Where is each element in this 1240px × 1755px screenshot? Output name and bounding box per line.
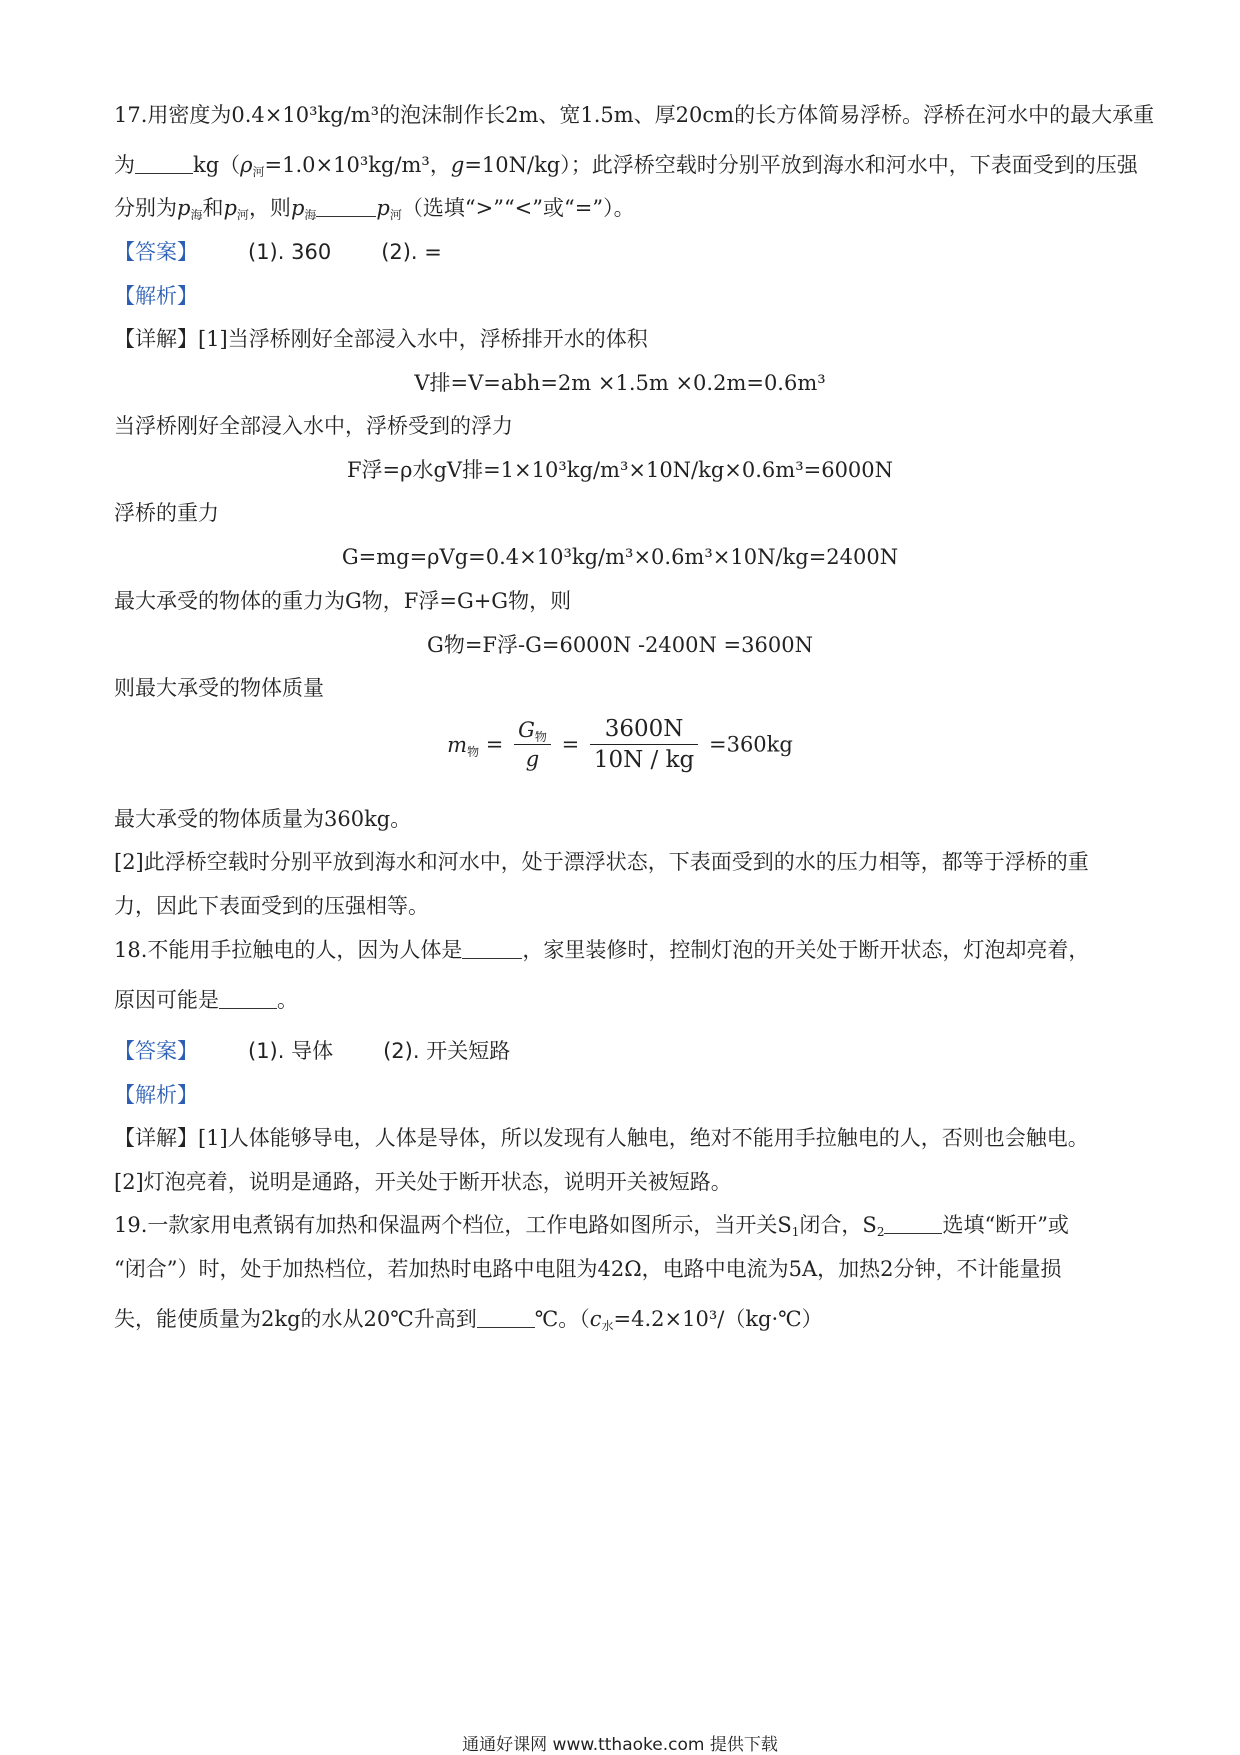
answer-blank (884, 1211, 942, 1234)
fraction-denominator: 10N / kg (593, 747, 695, 773)
subscript: 海 (304, 208, 317, 222)
answer-blank (477, 1305, 535, 1328)
q17-text: kg（ (193, 153, 241, 177)
subscript: 海 (190, 208, 203, 222)
q19-text: 闭合，S (799, 1213, 877, 1237)
q18-line-2 (114, 985, 1130, 1015)
q19-text: ℃。（ (534, 1307, 590, 1331)
q17-text-3 (114, 498, 1130, 528)
c-symbol: c (589, 1307, 602, 1331)
q17-text-7b (114, 891, 1130, 921)
q18-line-1 (114, 935, 1130, 965)
analysis-tag: 【解析】 (114, 284, 198, 308)
fraction-denominator (514, 745, 551, 771)
q19-text: =4.2×10³/（kg·℃） (613, 1307, 823, 1331)
g-symbol: g (450, 153, 465, 177)
q17-text-2 (114, 411, 1130, 441)
m-symbol: m (447, 732, 468, 757)
equation: V排=V=abh=2m ×1.5m ×0.2m=0.6m³ (414, 371, 826, 395)
p-symbol: p (177, 196, 191, 220)
q19-text: 失，能使质量为2kg的水从20℃升高到 (114, 1307, 477, 1331)
fraction-values (590, 716, 698, 773)
subscript: 河 (389, 208, 402, 222)
g-symbol: g (525, 747, 540, 771)
subscript: 河 (236, 208, 249, 222)
rho-symbol: ρ (240, 153, 253, 177)
q17-eq-5 (0, 716, 1240, 773)
q17-text: 为 (114, 153, 135, 177)
subscript: 物 (534, 730, 547, 744)
q17-answer (114, 237, 1130, 267)
p-symbol: p (290, 196, 305, 220)
answer-blank (219, 986, 277, 1009)
q19-line-1 (114, 1210, 1130, 1240)
detail-text: [2]灯泡亮着，说明是通路，开关处于断开状态，说明开关被短路。 (114, 1170, 732, 1194)
G-symbol: G (518, 718, 535, 742)
equals-sign: = (485, 732, 504, 757)
q17-text: 17.用密度为0.4×10³kg/m³的泡沫制作长2m、宽1.5m、厚20cm的长方体简易浮桥。浮桥在河水中的最大承重 (114, 103, 1155, 127)
q17-eq-3 (0, 542, 1240, 572)
p-symbol: p (223, 196, 237, 220)
q17-eq-1 (0, 368, 1240, 398)
answer-item: (2). = (381, 240, 442, 264)
q19-text: 19.一款家用电煮锅有加热和保温两个档位，工作电路如图所示，当开关S (114, 1213, 792, 1237)
answer-tag: 【答案】 (114, 1039, 198, 1063)
detail-text: 当浮桥刚好全部浸入水中，浮桥受到的浮力 (114, 414, 513, 438)
q17-text-4 (114, 586, 1130, 616)
subscript: 河 (252, 165, 265, 179)
q17-text: =10N/kg）；此浮桥空载时分别平放到海水和河水中，下表面受到的压强 (464, 153, 1138, 177)
q17-detail-1 (114, 324, 1130, 354)
detail-tag: 【详解】 (114, 1126, 198, 1150)
detail-text: 最大承受的物体的重力为G物，F浮=G+G物，则 (114, 589, 572, 613)
q17-text: ，则 (248, 196, 291, 220)
q17-analysis (114, 281, 1130, 311)
answer-blank (316, 194, 376, 217)
fraction-g-over-g (514, 718, 551, 771)
detail-text: [1]人体能够导电，人体是导体，所以发现有人触电，绝对不能用手拉触电的人，否则也会触电。 (198, 1126, 1089, 1150)
answer-item: (1). 360 (248, 240, 332, 264)
subscript: 水 (601, 1319, 614, 1333)
q18-text: 原因可能是 (114, 988, 219, 1012)
q18-analysis (114, 1080, 1130, 1110)
q17-line-3 (114, 193, 1130, 223)
q17-text: 和 (202, 196, 224, 220)
q18-detail-1 (114, 1123, 1130, 1153)
q18-text: ，家里装修时，控制灯泡的开关处于断开状态，灯泡却亮着， (522, 938, 1090, 962)
q17-text-6 (114, 804, 1130, 834)
q17-line-2 (114, 150, 1138, 180)
q19-text: “闭合”）时，处于加热档位，若加热时电路中电阻为42Ω，电路中电流为5A，加热2分钟，不计能量损 (114, 1257, 1062, 1281)
q17-text: 分别为 (114, 196, 177, 220)
q19-text: 选填“断开”或 (942, 1213, 1069, 1237)
detail-text: 浮桥的重力 (114, 501, 219, 525)
detail-text: [1]当浮桥刚好全部浸入水中，浮桥排开水的体积 (198, 327, 648, 351)
detail-text: 则最大承受的物体质量 (114, 676, 324, 700)
equals-sign: = (561, 732, 580, 757)
detail-text: 力，因此下表面受到的压强相等。 (114, 894, 429, 918)
q18-answer (114, 1036, 1130, 1066)
equation: G物=F浮-G=6000N -2400N =3600N (427, 633, 813, 657)
q17-eq-2 (0, 455, 1240, 485)
fraction-numerator (514, 718, 551, 745)
fraction-numerator: 3600N (590, 716, 698, 745)
q19-line-2 (114, 1254, 1130, 1284)
equation-result: =360kg (708, 732, 793, 757)
subscript: 1 (791, 1225, 800, 1239)
answer-item: (2). 开关短路 (383, 1039, 511, 1063)
q18-detail-2 (114, 1167, 1130, 1197)
p-symbol: p (376, 196, 390, 220)
q17-text: =1.0×10³kg/m³， (264, 153, 451, 177)
q18-text: 18.不能用手拉触电的人，因为人体是 (114, 938, 463, 962)
answer-blank (135, 151, 193, 174)
answer-item: (1). 导体 (248, 1039, 334, 1063)
q17-eq-4 (0, 630, 1240, 660)
analysis-tag: 【解析】 (114, 1083, 198, 1107)
answer-blank (462, 936, 522, 959)
q17-line-1 (114, 100, 1155, 130)
mass-symbol (447, 733, 479, 757)
subscript: 物 (467, 744, 480, 759)
equation: G=mg=ρVg=0.4×10³kg/m³×0.6m³×10N/kg=2400N (341, 545, 899, 569)
detail-text: [2]此浮桥空载时分别平放到海水和河水中，处于漂浮状态，下表面受到的水的压力相等，都等于浮桥的重 (114, 850, 1089, 874)
q19-line-3 (114, 1304, 1130, 1334)
equation: F浮=ρ水gV排=1×10³kg/m³×10N/kg×0.6m³=6000N (346, 458, 894, 482)
footer-watermark: 通通好课网 www.tthaoke.com 提供下载 (462, 1735, 778, 1755)
detail-tag: 【详解】 (114, 327, 198, 351)
answer-tag: 【答案】 (114, 240, 198, 264)
q18-text: 。 (277, 988, 298, 1012)
q17-text-5 (114, 673, 1130, 703)
detail-text: 最大承受的物体质量为360kg。 (114, 807, 412, 831)
subscript: 2 (876, 1225, 885, 1239)
q17-text: （选填“>”“<”或“=”）。 (401, 196, 635, 220)
q17-text-7a (114, 847, 1130, 877)
